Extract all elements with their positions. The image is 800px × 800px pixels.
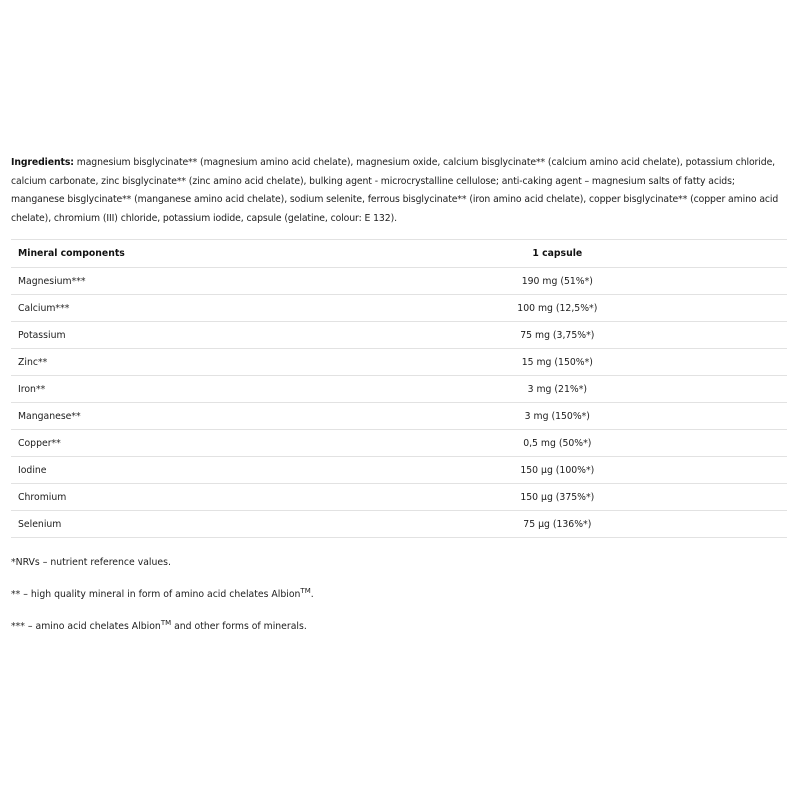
ingredients-label: Ingredients: [11,157,74,168]
mineral-name: Calcium*** [11,295,328,322]
mineral-name: Selenium [11,511,328,538]
mineral-name: Chromium [11,484,328,511]
table-row [11,349,787,376]
trademark-superscript: TM [300,587,311,595]
table-header-row [11,240,787,268]
mineral-name: Potassium [11,322,328,349]
mineral-amount: 150 µg (375%*) [328,484,787,511]
mineral-amount: 15 mg (150%*) [328,349,787,376]
table-row [11,268,787,295]
table-row [11,376,787,403]
mineral-name: Manganese** [11,403,328,430]
mineral-amount: 190 mg (51%*) [328,268,787,295]
mineral-amount: 3 mg (21%*) [328,376,787,403]
footnote-triple-star-end: and other forms of minerals. [171,621,307,632]
footnote-nrv: *NRVs – nutrient reference values. [11,557,171,568]
mineral-components-table [11,239,787,538]
table-row [11,457,787,484]
ingredients-paragraph [11,154,788,228]
ingredients-text: magnesium bisglycinate** (magnesium amino acid chelate), magnesium oxide, calcium bisglycinate** (calcium amino acid chelate), potassium chloride, calcium carbonate, zinc bisglycinate** (zinc amino acid chelate), bulking agent - microcrystalline cellulose; anti-caking agent – magnesium salts of fatty acids; manganese bisglycinate** (manganese amino acid chelate), sodium selenite, ferrous bisglycinate** (iron amino acid chelate), copper bisglycinate** (copper amino acid chelate), chromium (III) chloride, potassium iodide, capsule (gelatine, colour: E 132). [11,157,779,224]
mineral-name: Zinc** [11,349,328,376]
header-per-capsule: 1 capsule [328,240,787,268]
footnotes [11,555,788,635]
table-row [11,403,787,430]
footnote-double-star-text: ** – high quality mineral in form of amino acid chelates Albion [11,589,301,600]
mineral-amount: 100 mg (12,5%*) [328,295,787,322]
mineral-amount: 0,5 mg (50%*) [328,430,787,457]
table-row [11,511,787,538]
header-mineral-components: Mineral components [11,240,328,268]
footnote-triple-star-text: *** – amino acid chelates Albion [11,621,161,632]
mineral-amount: 75 mg (3,75%*) [328,322,787,349]
product-info [11,154,788,651]
table-row [11,295,787,322]
mineral-amount: 3 mg (150%*) [328,403,787,430]
mineral-name: Magnesium*** [11,268,328,295]
table-row [11,484,787,511]
mineral-amount: 75 µg (136%*) [328,511,787,538]
table-row [11,322,787,349]
footnote-double-star-end: . [310,589,314,600]
table-row [11,430,787,457]
footnote-double-star [11,587,788,603]
mineral-amount: 150 µg (100%*) [328,457,787,484]
footnote-triple-star [11,619,788,635]
mineral-name: Iodine [11,457,328,484]
mineral-name: Copper** [11,430,328,457]
trademark-superscript: TM [160,619,172,627]
mineral-name: Iron** [11,376,328,403]
